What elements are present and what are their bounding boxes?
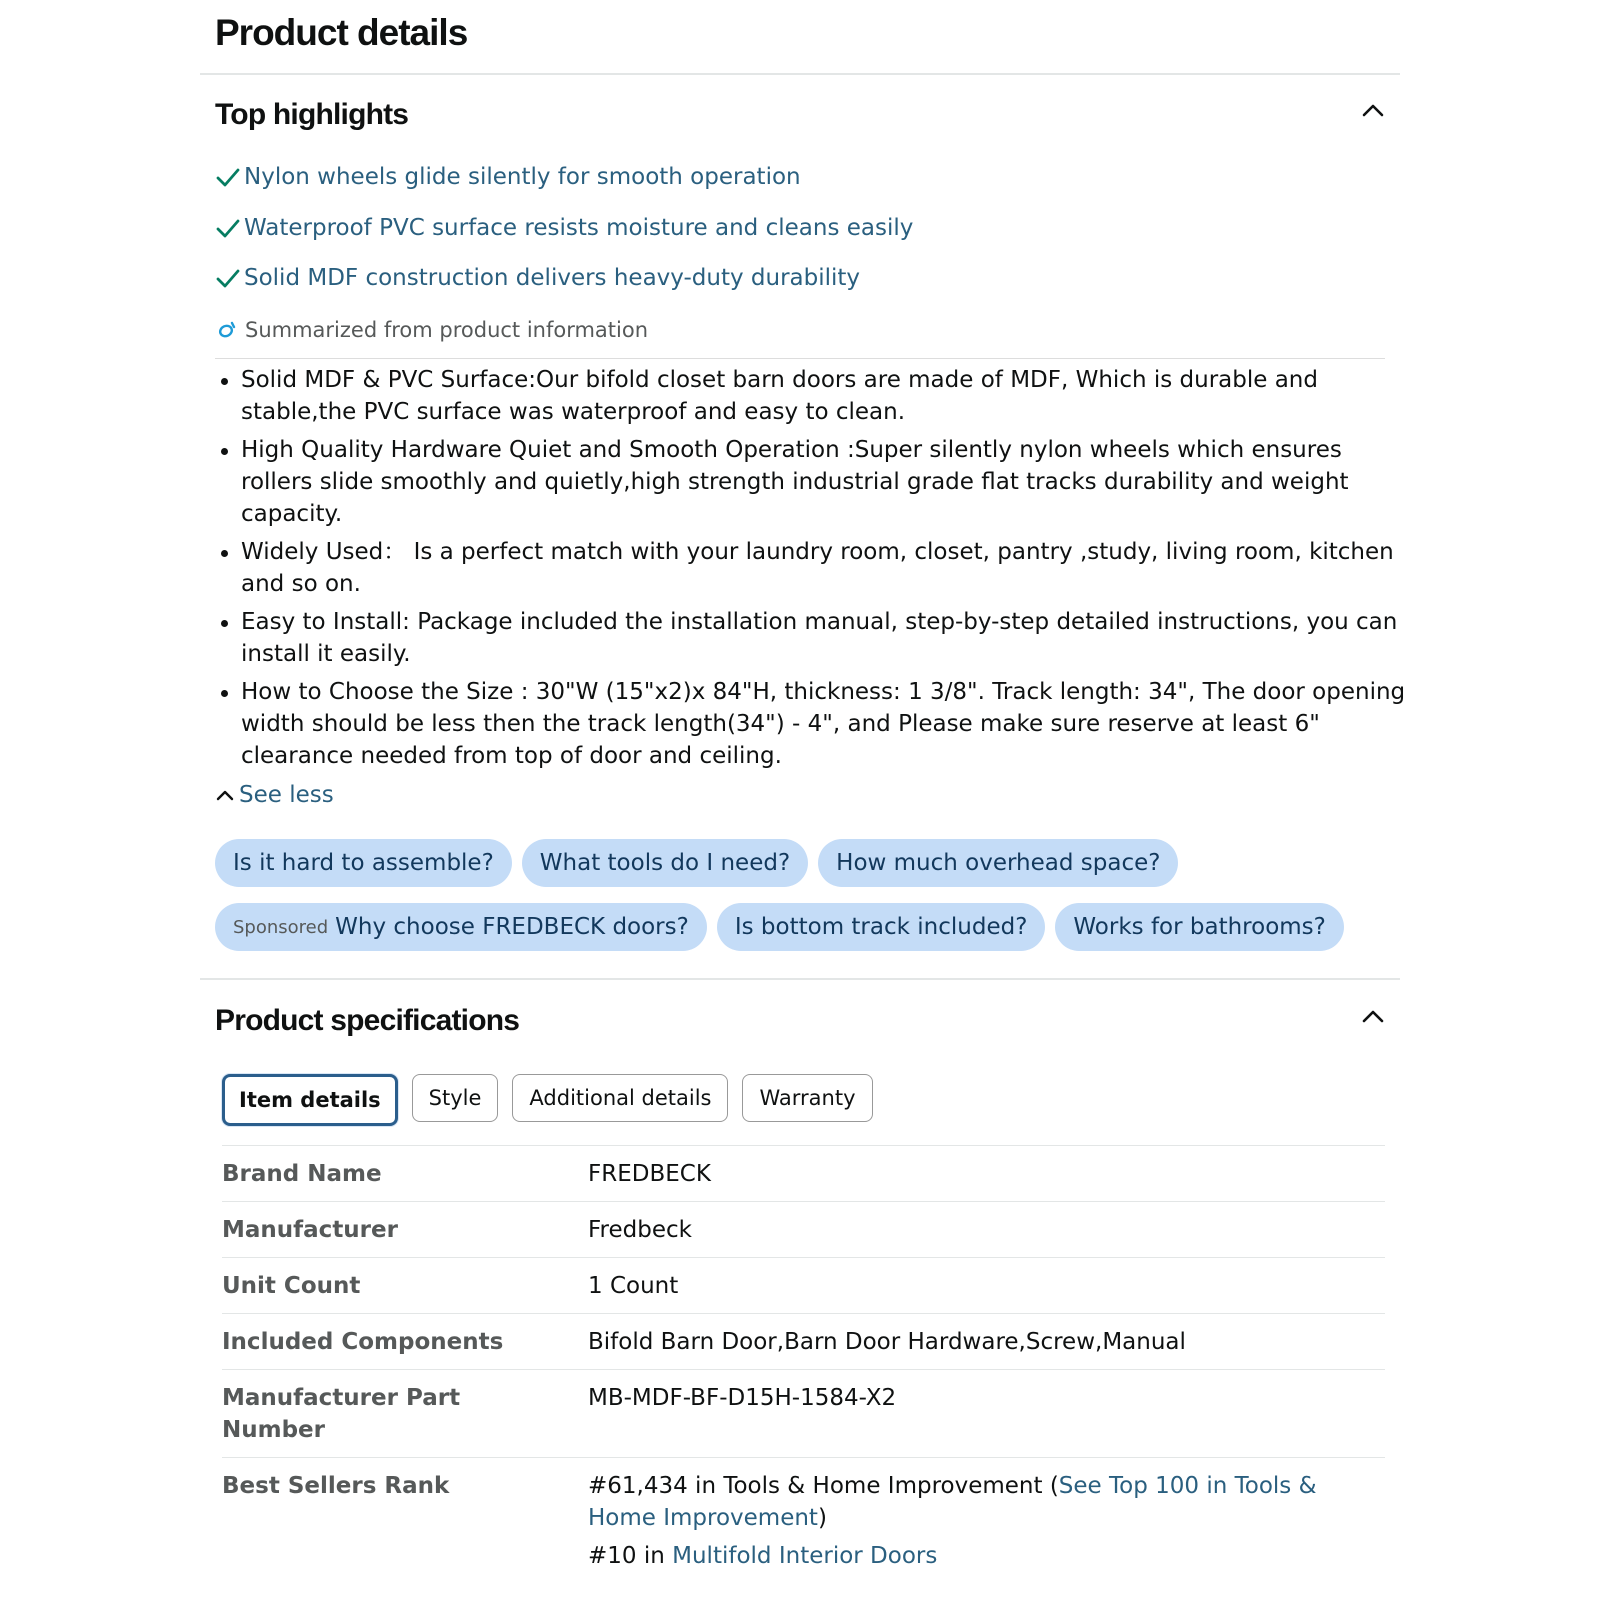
spec-value: MB-MDF-BF-D15H-1584-X2 — [588, 1370, 1385, 1458]
ai-sparkle-icon — [215, 318, 239, 342]
highlight-text: Nylon wheels glide silently for smooth operation — [244, 164, 801, 190]
spec-label: Included Components — [222, 1314, 588, 1370]
table-row — [222, 1458, 1385, 1584]
list-item: Widely Used： Is a perfect match with your laundry room, closet, pantry ,study, living room, kitchen and so on. — [241, 536, 1411, 600]
tab-warranty[interactable]: Warranty — [742, 1074, 872, 1122]
table-row — [222, 1314, 1385, 1370]
sponsored-question-chip[interactable] — [215, 903, 707, 951]
list-item: How to Choose the Size : 30"W (15"x2)x 84"H, thickness: 1 3/8". Track length: 34", The door opening width should be less then the track length(34") - 4", and Please make sure reserve at least 6" clearance needed from top of door and ceiling. — [241, 676, 1411, 772]
table-row — [222, 1370, 1385, 1458]
spec-label: Manufacturer — [222, 1202, 588, 1258]
top-100-link[interactable]: See Top 100 in Tools & Home Improvement — [588, 1473, 1317, 1531]
summary-note — [215, 318, 648, 342]
question-chip[interactable]: What tools do I need? — [522, 839, 808, 887]
tab-style[interactable]: Style — [412, 1074, 499, 1122]
highlight-item — [215, 263, 860, 293]
sponsored-question-text: Why choose FREDBECK doors? — [335, 914, 689, 940]
question-chip[interactable]: Is it hard to assemble? — [215, 839, 512, 887]
spec-value: Fredbeck — [588, 1202, 1385, 1258]
question-chip[interactable]: Works for bathrooms? — [1055, 903, 1343, 951]
spec-label: Brand Name — [222, 1146, 588, 1202]
table-row — [222, 1258, 1385, 1314]
question-chips-row — [215, 903, 1385, 951]
list-item: Solid MDF & PVC Surface:Our bifold closet barn doors are made of MDF, Which is durable and stable,the PVC surface was waterproof and easy to clean. — [241, 364, 1411, 428]
specs-title: Product specifications — [215, 1004, 520, 1037]
feature-bullets — [215, 364, 1411, 778]
spec-value: 1 Count — [588, 1258, 1385, 1314]
checkmark-icon — [215, 265, 241, 291]
see-less-link[interactable] — [215, 782, 334, 808]
spec-label: Unit Count — [222, 1258, 588, 1314]
highlight-text: Waterproof PVC surface resists moisture and cleans easily — [244, 215, 914, 241]
highlight-text: Solid MDF construction delivers heavy-duty durability — [244, 265, 861, 291]
question-chips-row — [215, 839, 1385, 887]
highlight-item — [215, 162, 801, 192]
divider — [200, 73, 1400, 75]
sponsored-label: Sponsored — [233, 916, 329, 938]
chevron-up-icon[interactable] — [1360, 1004, 1386, 1030]
highlight-item — [215, 213, 913, 243]
divider — [200, 978, 1400, 980]
tab-additional-details[interactable]: Additional details — [512, 1074, 728, 1122]
checkmark-icon — [215, 215, 241, 241]
table-row — [222, 1202, 1385, 1258]
spec-label: Manufacturer Part Number — [222, 1370, 588, 1458]
best-sellers-rank-value — [588, 1458, 1385, 1584]
specs-table — [222, 1145, 1385, 1583]
list-item: Easy to Install: Package included the installation manual, step-by-step detailed instructions, you can install it easily. — [241, 606, 1411, 670]
highlights-title: Top highlights — [215, 98, 409, 131]
checkmark-icon — [215, 164, 241, 190]
table-row — [222, 1146, 1385, 1202]
spec-value: Bifold Barn Door,Barn Door Hardware,Screw,Manual — [588, 1314, 1385, 1370]
question-chip[interactable]: Is bottom track included? — [717, 903, 1046, 951]
rank-text: #61,434 in Tools & Home Improvement ( — [588, 1473, 1059, 1499]
multifold-doors-link[interactable]: Multifold Interior Doors — [672, 1543, 938, 1569]
page-title: Product details — [215, 12, 468, 53]
summary-note-text: Summarized from product information — [245, 318, 649, 342]
spec-label: Best Sellers Rank — [222, 1458, 588, 1584]
rank-text: #10 in — [588, 1543, 673, 1569]
list-item: High Quality Hardware Quiet and Smooth Operation :Super silently nylon wheels which ensures rollers slide smoothly and quietly,high strength industrial grade flat tracks durability and weight capacity. — [241, 434, 1411, 530]
chevron-up-icon[interactable] — [1360, 98, 1386, 124]
question-chip[interactable]: How much overhead space? — [818, 839, 1178, 887]
tab-item-details[interactable]: Item details — [222, 1074, 398, 1126]
spec-tabs — [222, 1074, 873, 1126]
divider — [215, 358, 1385, 359]
chevron-up-icon — [215, 785, 235, 805]
rank-text: ) — [817, 1505, 827, 1531]
see-less-label: See less — [239, 782, 334, 808]
spec-value: FREDBECK — [588, 1146, 1385, 1202]
